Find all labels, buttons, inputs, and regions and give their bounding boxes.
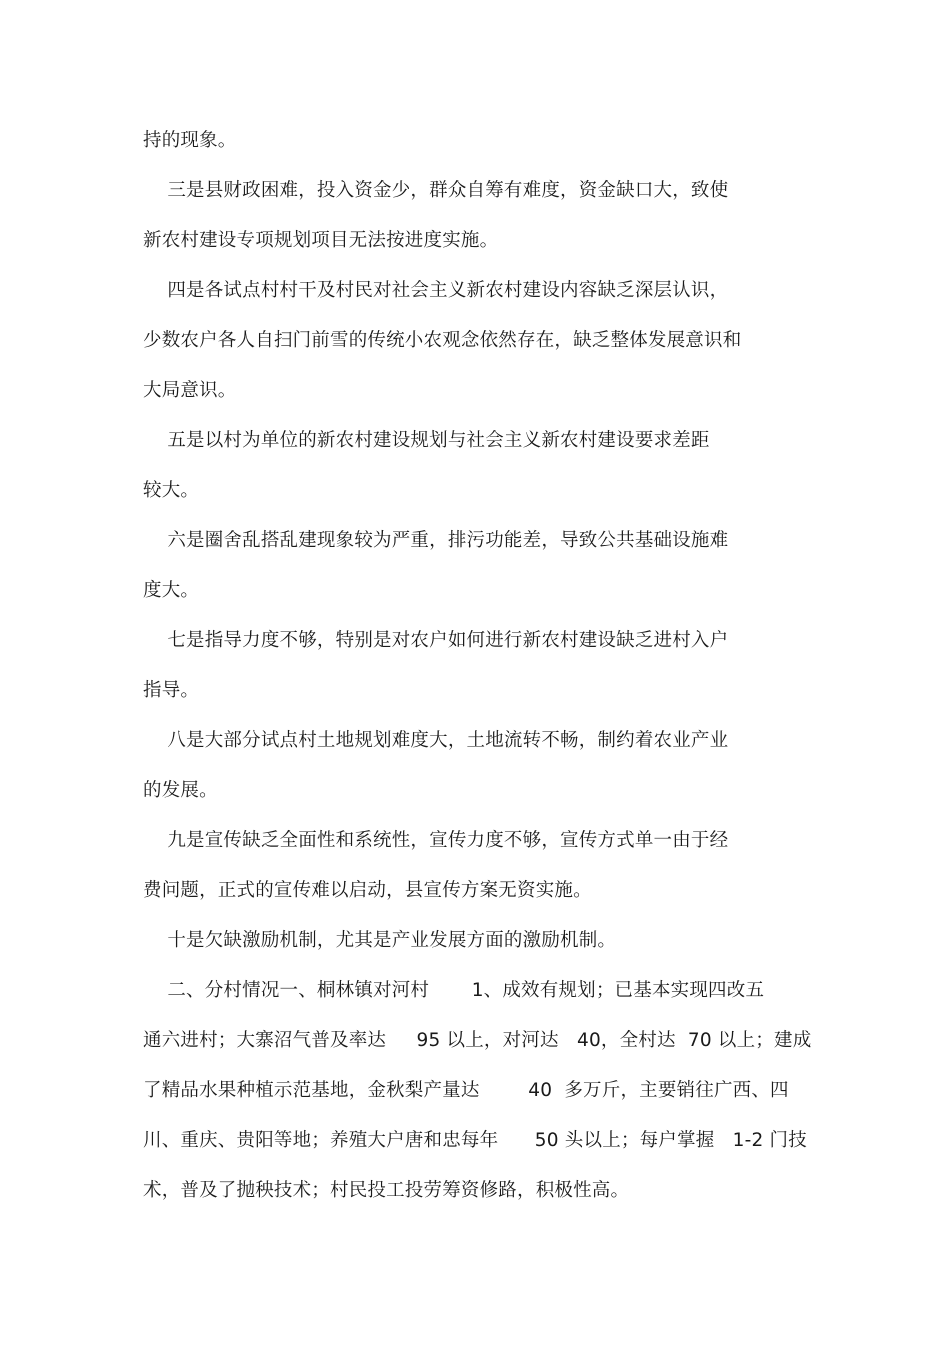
text-line: 度大。: [143, 580, 200, 601]
text-line: 费问题，正式的宣传难以启动，县宣传方案无资实施。: [143, 880, 592, 901]
text-line: 五是以村为单位的新农村建设规划与社会主义新农村建设要求差距: [143, 430, 710, 451]
text-line: 较大。: [143, 480, 200, 501]
text-line: 了精品水果种植示范基地，金秋梨产量达 40 多万斤，主要销往广西、四: [143, 1080, 789, 1101]
text-line: 八是大部分试点村土地规划难度大，土地流转不畅，制约着农业产业: [143, 730, 729, 751]
text-line: 少数农户各人自扫门前雪的传统小农观念依然存在，缺乏整体发展意识和: [143, 330, 742, 351]
text-line: 四是各试点村村干及村民对社会主义新农村建设内容缺乏深层认识，: [143, 280, 729, 301]
text-line: 十是欠缺激励机制，尤其是产业发展方面的激励机制。: [143, 930, 617, 951]
text-line: 九是宣传缺乏全面性和系统性，宣传力度不够，宣传方式单一由于经: [143, 830, 729, 851]
text-line: 指导。: [143, 680, 200, 701]
text-line: 六是圈舍乱搭乱建现象较为严重，排污功能差，导致公共基础设施难: [143, 530, 729, 551]
text-line: 术，普及了抛秧技术；村民投工投劳筹资修路，积极性高。: [143, 1180, 630, 1201]
text-line: 川、重庆、贵阳等地；养殖大户唐和忠每年 50 头以上；每户掌握 1-2 门技: [143, 1130, 807, 1151]
text-line: 三是县财政困难，投入资金少，群众自筹有难度，资金缺口大，致使: [143, 180, 729, 201]
text-line: 大局意识。: [143, 380, 237, 401]
text-line: 通六进村；大寨沼气普及率达 95 以上，对河达 40，全村达 70 以上；建成: [143, 1030, 812, 1051]
text-line: 七是指导力度不够，特别是对农户如何进行新农村建设缺乏进村入户: [143, 630, 729, 651]
text-line: 二、分村情况一、桐林镇对河村 1、成效有规划；已基本实现四改五: [143, 980, 765, 1001]
text-line: 的发展。: [143, 780, 218, 801]
text-line: 新农村建设专项规划项目无法按进度实施。: [143, 230, 499, 251]
text-line: 持的现象。: [143, 130, 237, 151]
